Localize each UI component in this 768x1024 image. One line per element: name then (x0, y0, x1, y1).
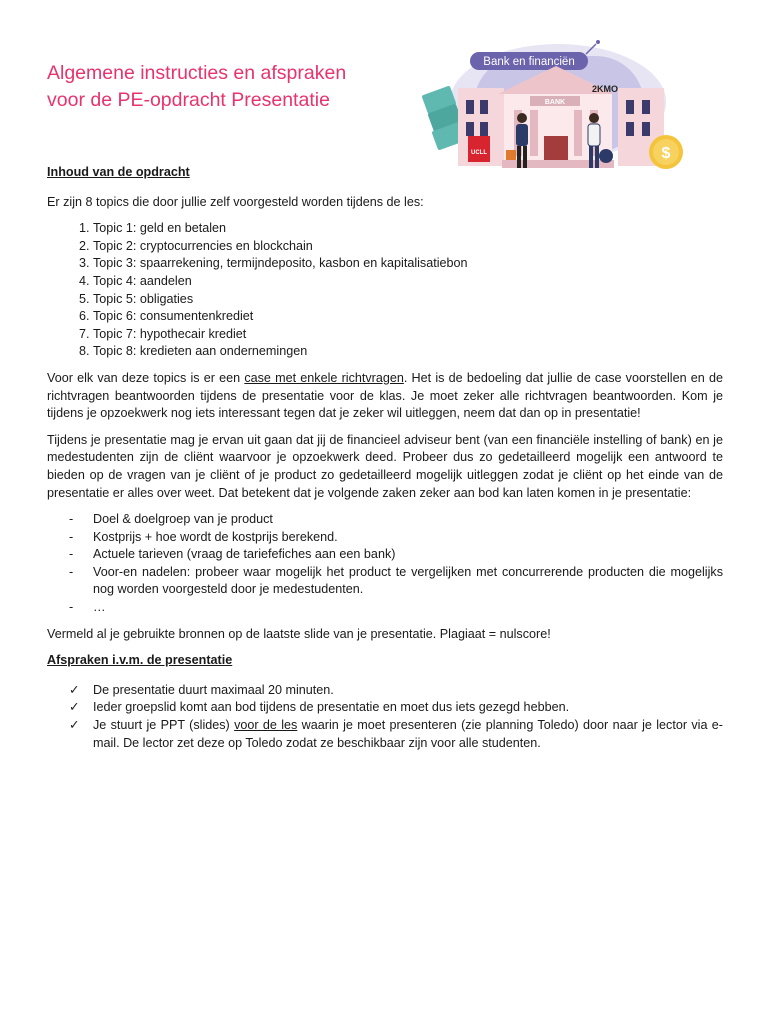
case-text-b: . Het is de bedoeling dat jullie de case voorstellen en de richtvragen beantwoorden tijdens de presentatie voor de klas. Je moet zeker alle richtvragen beantwoorden. Kom je tijdens je opzoekwerk nog iets interessant tegen dat je zeker wil uitleggen, neem dat dan op in presentatie! (47, 370, 723, 421)
topic-item: 3. Topic 3: spaarrekening, termijndeposito, kasbon en kapitalisatiebon (93, 255, 723, 273)
agreement-text: Ieder groepslid komt aan bod tijdens de presentatie en moet dus iets gezegd hebben. (93, 700, 570, 715)
list-item (47, 717, 723, 752)
agreement-underlined: voor de les (234, 718, 298, 733)
topic-item: 6. Topic 6: consumentenkrediet (93, 308, 723, 326)
bank-sign: BANK (544, 99, 566, 106)
section-heading-content: Inhoud van de opdracht (47, 165, 190, 179)
checkmark-icon: ✓ (69, 718, 80, 733)
agreement-text-a: Je stuurt je PPT (slides) (93, 718, 235, 733)
class-code: 2KMO (592, 84, 619, 94)
topic-item: 7. Topic 7: hypothecair krediet (93, 326, 723, 344)
banner-text: Bank en financiën (483, 56, 575, 68)
intro-paragraph: Er zijn 8 topics die door jullie zelf voorgesteld worden tijdens de les: (47, 194, 424, 209)
checkmark-icon: ✓ (69, 700, 80, 715)
checkmark-icon: ✓ (69, 682, 80, 697)
ucll-logo (468, 136, 490, 162)
topics-list (47, 220, 723, 361)
topic-item: 1. Topic 1: geld en betalen (93, 220, 723, 238)
topic-item: 8. Topic 8: kredieten aan ondernemingen (93, 343, 723, 361)
case-text-a: Voor elk van deze topics is er een (47, 370, 245, 385)
document-body (47, 164, 723, 752)
list-item (47, 682, 723, 700)
agreement-text-b: waarin je moet presenteren (zie planning Toledo) door naar je lector via e-mail. De lector zet deze op Toledo zodat ze beschikbaar zijn voor alle studenten. (93, 718, 723, 750)
page-title (47, 60, 427, 114)
list-item (47, 699, 723, 717)
section-heading-agreements: Afspraken i.v.m. de presentatie (47, 653, 233, 668)
topic-item: 4. Topic 4: aandelen (93, 273, 723, 291)
svg-text:$: $ (661, 145, 671, 162)
title-line-1: Algemene instructies en afspraken (47, 62, 347, 84)
topic-item: 2. Topic 2: cryptocurrencies en blockchain (93, 238, 723, 256)
svg-text:UCLL: UCLL (471, 150, 487, 156)
list-item: - Voor-en nadelen: probeer waar mogelijk het product te vergelijken met concurrerende producten die mogelijks nog worden voorgesteld door je medestudenten. (47, 564, 723, 599)
list-item: - Actuele tarieven (vraag de tariefefiches aan een bank) (47, 546, 723, 564)
list-item: - Doel & doelgroep van je product (47, 511, 723, 529)
product-points-list (47, 511, 723, 617)
list-item: - Kostprijs + hoe wordt de kostprijs berekend. (47, 529, 723, 547)
advisor-paragraph: Tijdens je presentatie mag je ervan uit gaan dat jij de financieel adviseur bent (van een financiële instelling of bank) en je medestudenten zijn de cliënt waarvoor je opzoekwerk deed. Probeer dus zo gedetailleerd mogelijk een antwoord te bieden op de vragen van je cliënt of je product zo gedetailleerd mogelijk uitleggen zodat je cliënt op het einde van de presentatie er alles over weet. Dat betekent dat je volgende zaken zeker aan bod kan laten komen in je presentatie: (47, 432, 723, 500)
bank-illustration (418, 32, 690, 180)
topic-item: 5. Topic 5: obligaties (93, 291, 723, 309)
case-paragraph (47, 370, 723, 423)
agreement-text: De presentatie duurt maximaal 20 minuten. (93, 682, 334, 697)
sources-paragraph: Vermeld al je gebruikte bronnen op de laatste slide van je presentatie. Plagiaat = nulscore! (47, 626, 551, 641)
list-item: - … (47, 599, 723, 617)
case-link-text: case met enkele richtvragen (244, 370, 404, 385)
agreements-list (47, 682, 723, 752)
title-line-2: voor de PE-opdracht Presentatie (47, 89, 330, 111)
